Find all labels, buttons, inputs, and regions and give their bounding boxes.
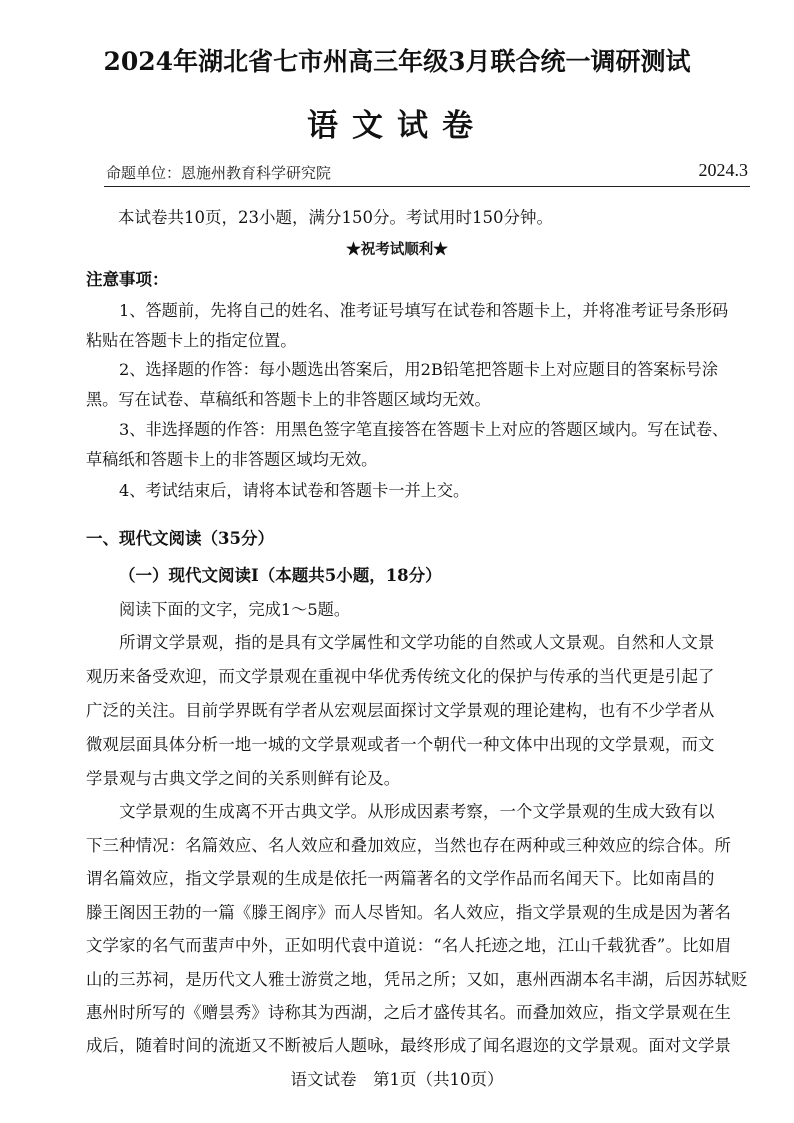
page-footer: 语文试卷 第1页（共10页） <box>290 1070 504 1089</box>
exam-title: 2024年湖北省七市州高三年级3月联合统一调研测试 <box>103 47 691 76</box>
passage-line: 观历来备受欢迎，而文学景观在重视中华优秀传统文化的保护与传承的当代更是引起了 <box>86 667 715 686</box>
notice-line: 粘贴在答题卡上的指定位置。 <box>86 331 297 350</box>
passage-line: 山的三苏祠，是历代文人雅士游赏之地，凭吊之所；又如，惠州西湖本名丰湖，后因苏轼贬 <box>86 970 748 989</box>
notice-line: 2、选择题的作答：每小题选出答案后，用2B铅笔把答题卡上对应题目的答案标号涂 <box>119 360 719 379</box>
section-heading: 一、现代文阅读（35分） <box>86 529 274 548</box>
organizer-text: 命题单位：恩施州教育科学研究院 <box>106 164 332 182</box>
passage-line: 下三种情况：名篇效应、名人效应和叠加效应，当然也存在两种或三种效应的综合体。所 <box>86 836 732 855</box>
passage-line: 所谓文学景观，指的是具有文学属性和文学功能的自然或人文景观。自然和人文景 <box>86 633 715 652</box>
passage-line: 惠州时所写的《赠昙秀》诗称其为西湖，之后才盛传其名。而叠加效应，指文学景观在生 <box>86 1003 732 1022</box>
notice-line: 4、考试结束后，请将本试卷和答题卡一并上交。 <box>119 481 470 500</box>
exam-date: 2024.3 <box>698 160 748 180</box>
passage-line: 学景观与古典文学之间的关系则鲜有论及。 <box>86 769 401 788</box>
notice-line: 草稿纸和答题卡上的非答题区域均无效。 <box>86 450 378 469</box>
passage-line: 成后，随着时间的流逝又不断被后人题咏，最终形成了闻名遐迩的文学景观。面对文学景 <box>86 1036 732 1055</box>
header-divider <box>104 186 750 187</box>
subsection-heading: （一）现代文阅读Ⅰ（本题共5小题，18分） <box>119 566 442 585</box>
notice-line: 3、非选择题的作答：用黑色签字笔直接答在答题卡上对应的答题区域内。写在试卷、 <box>119 420 729 439</box>
reading-instruction: 阅读下面的文字，完成1～5题。 <box>119 600 351 619</box>
passage-line: 谓名篇效应，指文学景观的生成是依托一两篇著名的文学作品而名闻天下。比如南昌的 <box>86 869 715 888</box>
passage-line: 广泛的关注。目前学界既有学者从宏观层面探讨文学景观的理论建构，也有不少学者从 <box>86 701 715 720</box>
passage-line: 文学家的名气而蜚声中外，正如明代袁中道说：“名人托迹之地，江山千载犹香”。比如眉 <box>86 936 732 955</box>
exam-summary: 本试卷共10页，23小题，满分150分。考试用时150分钟。 <box>118 208 553 227</box>
passage-line: 微观层面具体分析一地一城的文学景观或者一个朝代一种文体中出现的文学景观，而文 <box>86 735 715 754</box>
notice-line: 黑。写在试卷、草稿纸和答题卡上的非答题区域均无效。 <box>86 390 491 409</box>
notice-heading: 注意事项： <box>86 270 169 289</box>
good-luck-banner: ★祝考试顺利★ <box>346 241 448 258</box>
notice-line: 1、答题前，先将自己的姓名、准考证号填写在试卷和答题卡上，并将准考证号条形码 <box>119 301 729 320</box>
passage-line: 文学景观的生成离不开古典文学。从形成因素考察，一个文学景观的生成大致有以 <box>86 802 715 821</box>
passage-line: 滕王阁因王勃的一篇《滕王阁序》而人尽皆知。名人效应，指文学景观的生成是因为著名 <box>86 903 732 922</box>
subject-title: 语文试卷 <box>307 108 487 144</box>
